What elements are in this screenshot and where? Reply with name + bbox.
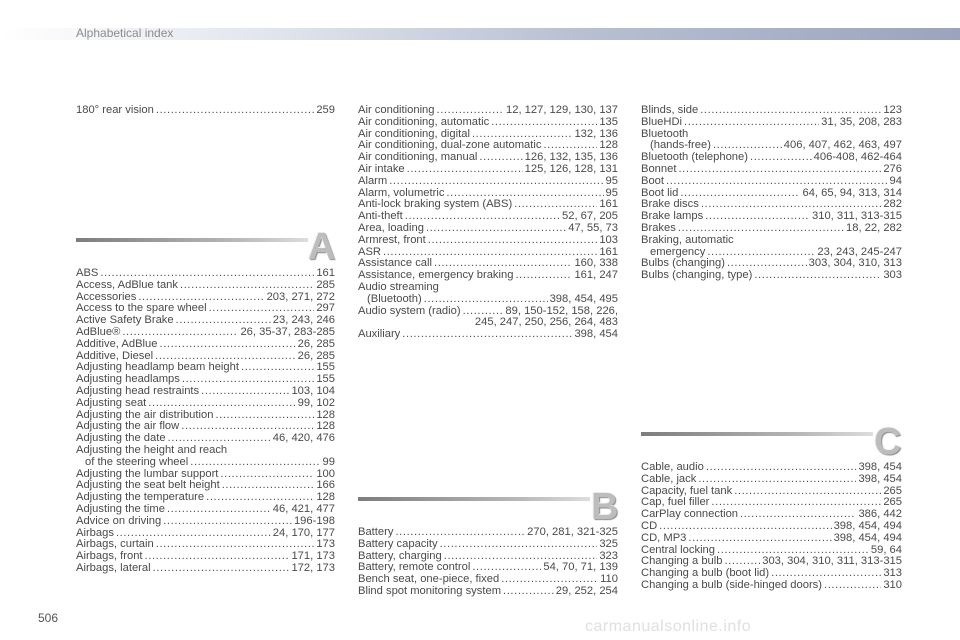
dot-leader [424,294,548,306]
index-entry [641,521,902,533]
index-entry-term: Air conditioning, digital [358,127,470,140]
index-entry-pages: 386, 442 [858,508,902,521]
index-entry-pages: 166 [316,479,335,492]
index-section-b-continued-list [641,105,902,282]
index-entry-pages: 128 [316,420,335,433]
index-entry-term: Bluetooth [641,127,689,140]
index-entry-term: (Bluetooth) [367,292,422,305]
index-entry [358,117,618,129]
index-entry [641,223,902,235]
dot-leader [163,516,292,528]
index-entry-pages: 406, 407, 462, 463, 497 [783,139,902,152]
dot-leader [402,329,572,341]
section-letter-b: B [591,486,619,528]
index-entry-term: Active Safety Brake [76,314,174,327]
index-entry-term: Adjusting headlamps [76,373,180,386]
dot-leader [180,280,314,292]
index-entry-pages: 245, 247, 250, 256, 264, 483 [474,316,618,329]
index-entry-pages: 310, 311, 313-315 [812,210,902,223]
index-entry-term: Airbags, curtain [76,538,154,551]
index-entry-pages: 26, 285 [297,337,335,350]
index-entry-term: Blinds, side [641,104,699,116]
index-entry [358,164,618,176]
index-entry [641,164,902,176]
index-entry-pages: 126, 132, 135, 136 [524,151,618,164]
index-entry-term: Adjusting the temperature [76,491,205,504]
index-entry-term: Battery [358,526,394,538]
index-entry-term: Area, loading [358,221,424,234]
index-entry-term: Adjusting the air flow [76,420,180,433]
index-entry-term: Brake lamps [641,210,704,223]
index-entry-pages: 173 [316,538,335,551]
index-entry-pages: 52, 67, 205 [562,210,618,223]
index-entry-pages: 94 [889,174,902,187]
dot-leader [754,270,881,282]
index-entry-term: CD [641,519,658,532]
section-a-divider [76,238,308,242]
index-entry-pages: 325 [599,537,618,550]
index-entry [76,398,335,410]
index-rear-column [76,105,335,117]
index-entry-term: Additive, Diesel [76,349,154,362]
index-entry-pages: 125, 126, 128, 131 [524,162,618,175]
index-entry-term: Airbags, lateral [76,561,151,574]
dot-leader [666,176,888,188]
index-entry-pages: 171, 173 [291,550,335,563]
index-entry-term: Changing a bulb (boot lid) [641,567,770,580]
index-section-a-list [76,268,335,575]
index-entry-term: Boot [641,174,665,187]
index-entry-term: Changing a bulb (side-hinged doors) [641,578,822,591]
index-entry-pages: 259 [316,104,335,116]
index-entry-pages: 265 [883,496,902,509]
index-entry-pages: 24, 170, 177 [272,526,335,539]
index-entry-pages: 123 [883,104,902,116]
index-entry [641,176,902,188]
index-entry-term: Assistance, emergency braking [358,269,514,282]
dot-leader [190,457,320,469]
index-entry [76,504,335,516]
index-entry-term: Brake discs [641,198,699,211]
index-entry-pages: 172, 173 [291,561,335,574]
index-entry-term: Blind spot monitoring system [358,584,502,597]
index-entry-term: Adjusting the height and reach [76,443,228,456]
index-entry [358,176,618,188]
index-entry-pages: 313 [883,567,902,580]
index-entry-pages: 155 [316,373,335,386]
index-entry-term: Adjusting the air distribution [76,408,214,421]
dot-leader [688,533,831,545]
index-entry-pages: 95 [605,174,618,187]
index-entry-term: CD, MP3 [641,531,687,544]
index-entry-pages: 29, 252, 254 [555,584,618,597]
index-entry-term: of the steering wheel [85,455,189,468]
index-entry-term: Air conditioning, manual [358,151,478,164]
index-entry-term: AdBlue® [76,325,121,338]
index-entry [641,117,902,129]
index-entry-pages: 282 [883,198,902,211]
dot-leader [389,176,603,188]
index-entry-pages: 285 [316,278,335,291]
dot-leader [156,105,314,117]
index-entry-pages: 110 [600,573,618,586]
index-entry-term: Changing a bulb [641,555,723,568]
index-entry [641,533,902,545]
index-entry-pages: 103 [599,233,618,246]
index-entry-pages: 398, 454, 494 [833,531,902,544]
index-entry-pages: 103, 104 [291,384,335,397]
index-entry-term: CarPlay connection [641,508,739,521]
index-entry-term: Boot lid [641,186,679,199]
index-entry-pages: 398, 454, 495 [549,292,618,305]
index-entry-term: ABS [76,267,99,279]
index-section-a-continued-list [358,105,618,341]
index-entry-pages: 398, 454 [574,328,618,341]
index-entry-pages: 59, 64 [870,543,902,556]
index-entry-term: Capacity, fuel tank [641,484,733,497]
index-entry-pages: 270, 281, 321-325 [527,526,618,538]
index-entry-pages: 398, 454 [858,472,902,485]
index-entry [358,586,618,598]
dot-leader [750,152,812,164]
index-entry-term: Air conditioning, automatic [358,115,490,128]
index-entry-pages: 276 [883,162,902,175]
index-entry-term: Adjusting the date [76,432,166,445]
index-entry-pages: 54, 70, 71, 139 [543,561,618,574]
index-entry-pages: 398, 454 [858,461,902,473]
index-entry [76,339,335,351]
watermark: carmanualsonline.info [585,618,752,635]
index-entry [358,539,618,551]
index-entry-term: Alarm, volumetric [358,186,445,199]
index-entry-term: Cable, audio [641,461,704,473]
dot-leader [684,117,819,129]
index-entry-term: 180° rear vision [76,104,154,116]
index-entry-pages: 128 [316,408,335,421]
index-entry-pages: 46, 420, 476 [272,432,335,445]
dot-leader [145,551,290,563]
dot-leader [698,474,856,486]
index-entry-term: Armrest, front [358,233,426,246]
index-entry-pages: 161 [599,245,618,258]
index-entry-term: Air intake [358,162,405,175]
index-entry-pages: 23, 243, 246 [272,314,335,327]
index-entry-term: Alarm [358,174,388,187]
index-entry [358,294,618,306]
index-entry-pages: 31, 35, 208, 283 [821,115,902,128]
index-section-c-list [641,462,902,592]
index-entry-term: Cap, fuel filler [641,496,710,509]
section-letter-a: A [308,226,336,268]
index-entry-term: Battery capacity [358,537,438,550]
dot-leader [220,469,314,481]
index-entry-term: ASR [358,245,382,258]
dot-leader [678,164,881,176]
index-entry-pages: 196-198 [293,514,335,527]
index-entry-pages: 128 [599,139,618,152]
dot-leader [734,486,881,498]
index-entry [358,235,618,247]
index-entry-term: Braking, automatic [641,233,734,246]
index-entry [641,152,902,164]
index-entry-pages: 132, 136 [574,127,618,140]
index-entry [358,223,618,235]
dot-leader [678,223,844,235]
index-entry [76,563,335,575]
index-entry-term: Brakes [641,221,676,234]
dot-leader [405,211,560,223]
index-entry-term: BlueHDi [641,115,683,128]
index-entry-term: Audio streaming [358,280,439,293]
index-entry [641,474,902,486]
page-header-title: Alphabetical index [76,26,174,40]
index-entry-pages: 161 [316,267,335,279]
dot-leader [515,270,572,282]
index-entry-pages: 160, 338 [574,257,618,270]
dot-leader [241,362,314,374]
index-entry-term: Advice on driving [76,514,162,527]
index-entry [641,580,902,592]
index-entry-term: Air conditioning, dual-zone automatic [358,139,542,152]
dot-leader [503,586,554,598]
index-entry-term: Bulbs (changing) [641,257,725,270]
index-entry-pages: 406-408, 462-464 [813,151,902,164]
index-entry-pages: 297 [316,302,335,315]
dot-leader [659,521,831,533]
index-entry-pages: 100 [316,467,335,480]
dot-leader [706,462,857,474]
index-entry-term: Airbags [76,526,114,539]
index-entry-term: Bluetooth (telephone) [641,151,748,164]
index-entry-pages: 47, 55, 73 [568,221,618,234]
index-entry-term: Adjusting head restraints [76,384,200,397]
index-entry-term: Adjusting the time [76,502,165,515]
dot-leader [426,223,566,235]
section-b-divider [358,497,590,501]
index-entry-term: Bonnet [641,162,677,175]
index-entry-term: Airbags, front [76,550,143,563]
index-entry [358,282,618,294]
dot-leader [215,410,314,422]
dot-leader [705,211,810,223]
index-entry [76,105,335,117]
index-entry [76,445,335,457]
index-entry-pages: 265 [883,484,902,497]
index-entry-pages: 26, 285 [297,349,335,362]
index-entry-pages: 128 [316,491,335,504]
index-entry [76,280,335,292]
index-entry [76,516,335,528]
index-entry-term: Adjusting the seat belt height [76,479,220,492]
index-entry-term: Anti-lock braking system (ABS) [358,198,513,211]
index-entry-term: emergency [650,245,706,258]
index-entry-term: Air conditioning [358,104,435,116]
dot-leader [407,164,523,176]
dot-leader [428,235,598,247]
index-entry-term: Auxiliary [358,328,401,341]
dot-leader [824,580,881,592]
dot-leader [440,539,598,551]
index-entry-term: Central locking [641,543,715,556]
index-entry-pages: 18, 22, 282 [846,221,902,234]
index-entry [76,386,335,398]
index-entry-pages: 161 [599,198,618,211]
section-c-divider [641,432,873,436]
dot-leader [491,117,597,129]
dot-leader [222,480,315,492]
index-entry-pages: 99, 102 [297,396,335,409]
index-entry-term: (hands-free) [650,139,711,152]
dot-leader [479,152,522,164]
index-entry-term: Accessories [76,290,137,303]
index-entry-term: Battery, remote control [358,561,471,574]
index-entry-term: Anti-theft [358,210,403,223]
index-entry-term: Adjusting seat [76,396,147,409]
index-entry [641,235,902,247]
dot-leader [153,563,290,575]
index-entry-term: Bench seat, one-piece, fixed [358,573,500,586]
dot-leader [159,339,295,351]
index-entry-term: Access to the spare wheel [76,302,207,315]
dot-leader [167,504,271,516]
index-entry-pages: 323 [599,549,618,562]
index-entry [76,457,335,469]
page-number: 506 [38,611,59,625]
index-section-b-list [358,527,618,598]
index-entry-term: Audio system (radio) [358,304,461,317]
index-entry-term: Assistance call [358,257,432,270]
index-entry-term: Bulbs (changing, type) [641,269,753,282]
index-entry-term: Additive, AdBlue [76,337,158,350]
index-entry-pages: 26, 35-37, 283-285 [240,325,335,338]
index-entry-pages: 310 [883,578,902,591]
index-entry-pages: 23, 243, 245-247 [817,245,902,258]
index-entry-pages: 89, 150-152, 158, 226, [505,304,618,317]
dot-leader [122,327,238,339]
index-entry-pages: 12, 127, 129, 130, 137 [506,104,618,116]
index-entry-pages: 135 [599,115,618,128]
index-entry-pages: 303, 304, 310, 313 [808,257,902,270]
index-entry-pages: 46, 421, 477 [272,502,335,515]
index-entry-term: Adjusting the lumbar support [76,467,219,480]
index-entry-pages: 398, 454, 494 [833,519,902,532]
section-letter-c: C [874,421,902,463]
index-entry-pages: 99 [322,455,335,468]
index-entry-term: Access, AdBlue tank [76,278,178,291]
index-entry [641,270,902,282]
index-entry-pages: 161, 247 [574,269,618,282]
index-entry-pages: 303, 304, 310, 311, 313-315 [762,555,902,568]
index-entry-pages: 64, 65, 94, 313, 314 [802,186,902,199]
index-entry-pages: 303 [883,269,902,282]
index-entry-term: Battery, charging [358,549,442,562]
index-entry [358,329,618,341]
index-entry-pages: 95 [605,186,618,199]
index-entry [76,327,335,339]
dot-leader [201,386,289,398]
dot-leader [148,398,295,410]
index-entry-term: Adjusting headlamp beam height [76,361,239,374]
index-entry-pages: 155 [316,361,335,374]
index-entry-term: Cable, jack [641,472,697,485]
index-entry-pages: 203, 271, 272 [266,290,335,303]
